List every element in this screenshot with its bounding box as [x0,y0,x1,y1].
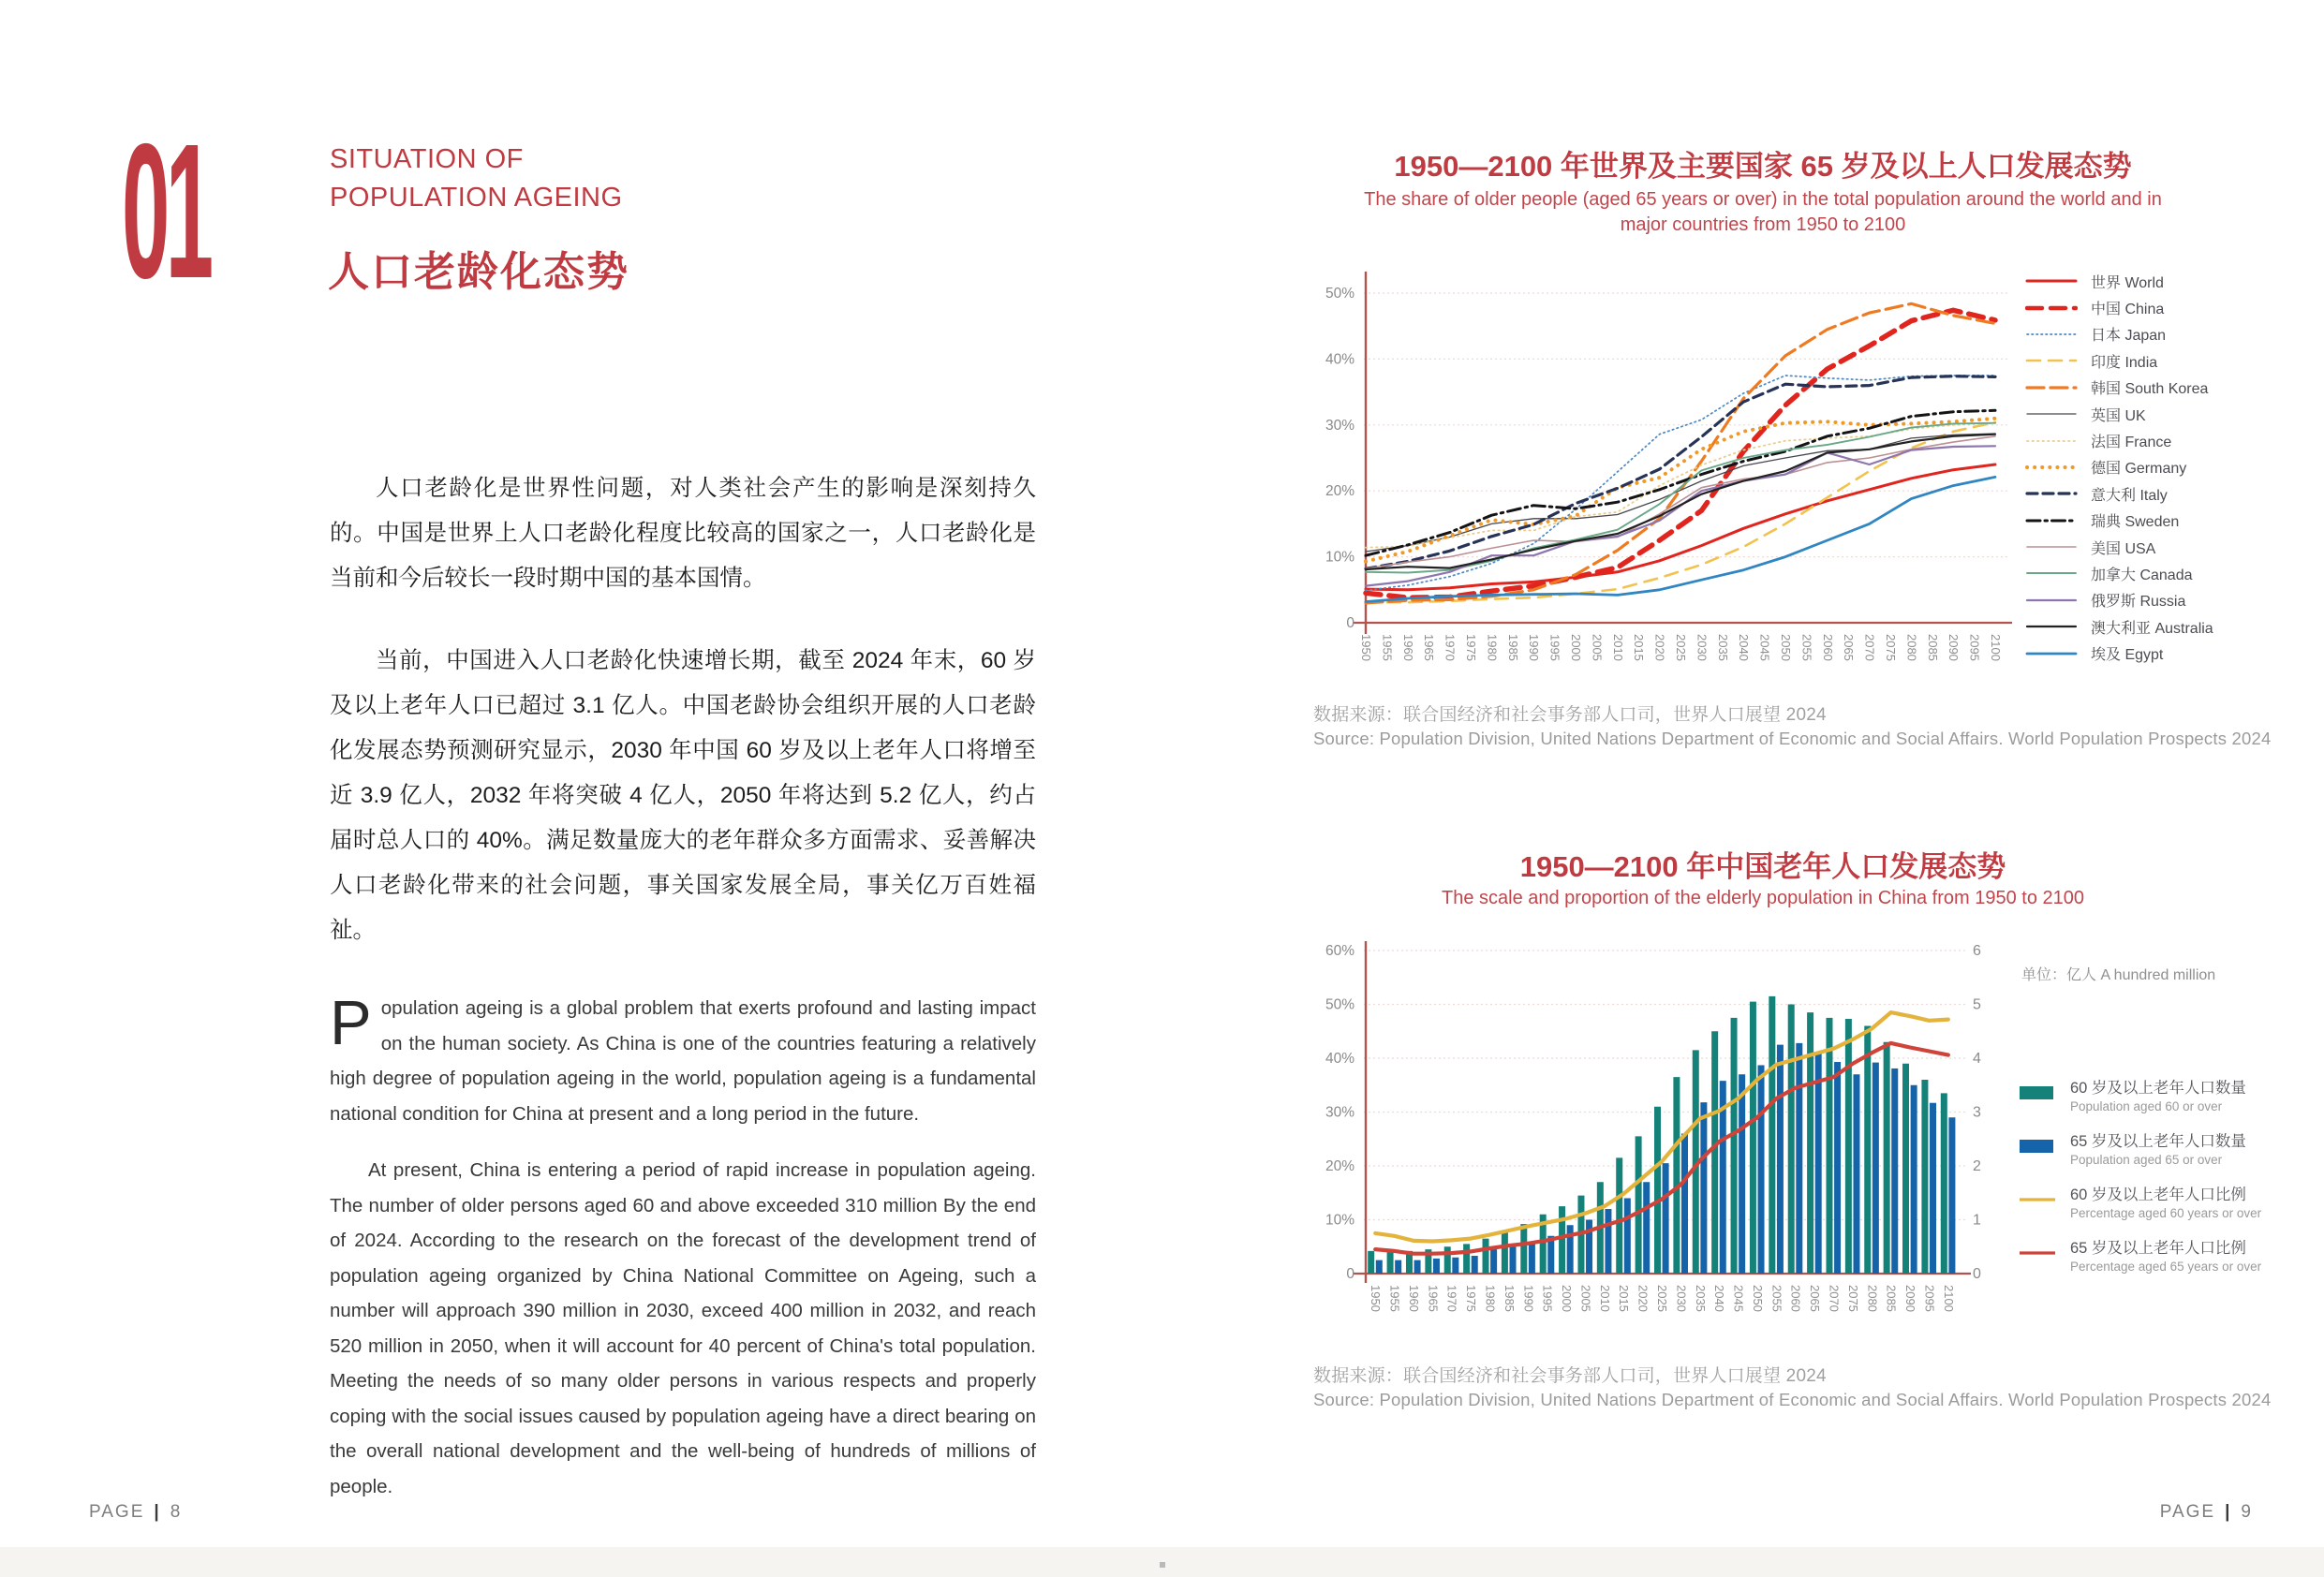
page-number: 8 [170,1502,183,1522]
x-tick-label: 2085 [1884,1285,1899,1312]
world-aging-line-chart [1313,255,2021,685]
y-tick-label: 30% [1325,417,1354,434]
legend-item [2025,321,2316,347]
bar-60plus [1788,1005,1795,1275]
bar-65plus [1663,1163,1669,1274]
section-title-en [330,140,623,217]
footer-label: PAGE [2159,1502,2216,1522]
bar-60plus [1387,1249,1394,1274]
bar-60plus [1673,1077,1680,1274]
bar-65plus [1490,1249,1497,1274]
bar-65plus [1834,1062,1841,1274]
x-tick-label: 1990 [1521,1285,1536,1312]
y-tick-label-right: 6 [1973,943,1981,959]
binding-mark-dot [1160,1562,1165,1568]
series-line [1366,423,1995,573]
x-tick-label: 2020 [1636,1285,1650,1312]
chart1-subtitle-text: The share of older people (aged 65 years or over) in the total population around the world and in major countries from 1950 to 2100 [1364,189,2162,235]
legend-label-zh: 65 岁及以上老年人口比例 [2070,1240,2246,1257]
bar-60plus [1502,1231,1508,1274]
legend-label: 世界 World [2091,274,2164,291]
legend-rect [2020,1140,2053,1153]
bar-60plus [1884,1042,1890,1274]
legend-bar-swatch [2020,1084,2059,1101]
legend-line-swatch [2025,462,2078,473]
chart1-legend [2025,268,2316,667]
page-number: 9 [2241,1502,2253,1522]
legend-label-en: Population aged 60 or over [2070,1099,2223,1113]
bar-65plus [1930,1103,1936,1274]
chart2-legend [2020,1079,2319,1292]
y-tick-label: 20% [1325,483,1354,500]
legend-label [2070,1239,2261,1275]
legend-item [2025,401,2316,427]
legend-line-swatch [2025,435,2078,447]
bar-65plus [1376,1260,1383,1274]
x-tick-label: 2060 [1788,1285,1803,1312]
legend-item [2020,1186,2319,1222]
x-tick-label: 2090 [1903,1285,1918,1312]
y-tick-label-right: 4 [1973,1051,1981,1067]
y-tick-label-left: 20% [1325,1158,1354,1174]
x-tick-label: 2060 [1820,634,1835,661]
x-tick-label: 1980 [1485,634,1500,661]
footer-separator: | [2225,1502,2232,1522]
legend-label: 俄罗斯 Russia [2091,594,2186,611]
section-title-en-line1: SITUATION OF [330,144,524,174]
bar-65plus [1796,1043,1802,1274]
legend-label: 法国 France [2091,435,2172,451]
legend-line-swatch [2025,648,2078,659]
x-tick-label: 2100 [1989,634,2003,661]
bar-60plus [1616,1157,1622,1274]
x-tick-label: 2005 [1578,1285,1593,1312]
legend-label: 德国 Germany [2091,461,2187,478]
bar-60plus [1711,1031,1718,1274]
x-tick-label: 1970 [1444,1285,1459,1312]
bar-65plus [1395,1260,1401,1274]
bar-65plus [1452,1258,1458,1274]
page-footer-left [89,1502,182,1523]
x-tick-label: 2015 [1617,1285,1632,1312]
y-tick-label-left: 0 [1346,1266,1354,1282]
legend-item [2025,480,2316,507]
x-tick-label: 2040 [1737,634,1752,661]
legend-label: 中国 China [2091,302,2165,318]
paragraph-en-1 [330,988,1036,1131]
legend-label: 印度 India [2091,354,2158,371]
bar-65plus [1777,1045,1784,1274]
footer-separator: | [154,1502,161,1522]
x-tick-label: 2025 [1655,1285,1669,1312]
x-tick-label: 2035 [1715,634,1730,661]
x-tick-label: 2020 [1652,634,1667,661]
x-tick-label: 1950 [1359,634,1373,661]
y-tick-label: 50% [1325,286,1354,302]
x-tick-label: 2095 [1922,1285,1937,1312]
legend-label-zh: 60 岁及以上老年人口数量 [2070,1080,2246,1097]
section-title-zh: 人口老龄化态势 [328,249,629,295]
x-tick-label: 2050 [1750,1285,1765,1312]
legend-item [2025,268,2316,294]
bar-65plus [1815,1053,1822,1274]
legend-label: 日本 Japan [2091,328,2167,345]
legend-line-swatch [2025,621,2078,632]
x-tick-label: 2005 [1590,634,1605,661]
bar-65plus [1510,1246,1517,1274]
x-tick-label: 2085 [1925,634,1940,661]
bar-65plus [1414,1260,1421,1274]
bar-65plus [1472,1256,1478,1274]
legend-label [2070,1079,2246,1115]
bar-60plus [1769,996,1775,1274]
legend-item [2020,1239,2319,1275]
bar-65plus [1700,1102,1707,1274]
body-text [330,466,1036,1525]
bar-65plus [1624,1199,1631,1275]
legend-item [2025,427,2316,453]
x-tick-label: 2030 [1695,634,1710,661]
paragraph-zh-1: 人口老龄化是世界性问题，对人类社会产生的影响是深刻持久的。中国是世界上人口老龄化程度比较高的国家之一，人口老龄化是当前和今后较长一段时期中国的基本国情。 [330,476,1036,591]
legend-line-swatch [2025,567,2078,579]
legend-line-swatch [2025,275,2078,287]
x-tick-label: 1965 [1426,1285,1441,1312]
bar-65plus [1681,1134,1688,1275]
chart1-subtitle [1313,187,2213,238]
y-tick-label-left: 40% [1325,1051,1354,1067]
x-tick-label: 1980 [1483,1285,1498,1312]
bar-65plus [1529,1243,1535,1274]
chart2-subtitle [1313,886,2213,911]
x-tick-label: 2075 [1884,634,1898,661]
legend-line-swatch [2020,1191,2059,1208]
y-tick-label-right: 2 [1973,1158,1981,1174]
legend-line-swatch [2025,329,2078,340]
bar-60plus [1864,1026,1871,1275]
bar-65plus [1433,1259,1440,1274]
chart2-subtitle-text: The scale and proportion of the elderly population in China from 1950 to 2100 [1441,888,2084,908]
x-tick-label: 2100 [1941,1285,1956,1312]
legend-label: 澳大利亚 Australia [2091,620,2213,637]
y-tick-label-right: 3 [1973,1104,1981,1121]
legend-item [2025,587,2316,613]
bar-60plus [1463,1244,1470,1274]
y-tick-label-left: 50% [1325,996,1354,1013]
x-tick-label: 2095 [1967,634,1982,661]
x-tick-label: 1985 [1502,1285,1517,1312]
legend-label [2070,1132,2246,1169]
chart2-title: 1950—2100 年中国老年人口发展态势 [1519,850,2006,883]
bar-60plus [1826,1018,1832,1274]
y-tick-label: 0 [1346,615,1354,631]
legend-label-en: Percentage aged 65 years or over [2070,1260,2262,1274]
percentage-line [1375,1043,1948,1254]
x-tick-label: 2070 [1827,1285,1842,1312]
legend-line-swatch [2025,488,2078,499]
legend-item [2025,375,2316,401]
section-title-en-line2: POPULATION AGEING [330,183,623,213]
x-tick-label: 2015 [1632,634,1647,661]
legend-item [2025,508,2316,534]
bar-65plus [1605,1209,1611,1274]
bar-65plus [1758,1065,1765,1274]
x-tick-label: 2090 [1947,634,1961,661]
legend-label: 加拿大 Canada [2091,567,2193,583]
x-tick-label: 2035 [1693,1285,1708,1312]
china-elderly-combo-chart [1313,936,2025,1353]
x-tick-label: 2080 [1904,634,1919,661]
x-tick-label: 2065 [1842,634,1857,661]
bar-65plus [1873,1063,1879,1274]
x-tick-label: 1970 [1443,634,1458,661]
chart1-title: 1950—2100 年世界及主要国家 65 岁及以上人口发展态势 [1394,150,2132,183]
legend-label: 瑞典 Sweden [2091,514,2180,531]
x-tick-label: 1990 [1527,634,1542,661]
legend-item [2020,1079,2319,1115]
x-tick-label: 2080 [1865,1285,1880,1312]
x-tick-label: 2040 [1712,1285,1727,1312]
chart2-source-zh: 数据来源：联合国经济和社会事务部人口司，世界人口展望 2024 [1313,1366,1827,1386]
bar-60plus [1654,1107,1661,1274]
legend-rect [2020,1086,2053,1099]
legend-label: 英国 UK [2091,407,2146,424]
x-tick-label: 2075 [1845,1285,1860,1312]
legend-label: 埃及 Egypt [2091,647,2164,664]
x-tick-label: 1975 [1464,1285,1479,1312]
legend-line-swatch [2025,355,2078,366]
x-tick-label: 1975 [1464,634,1478,661]
legend-label: 意大利 Italy [2091,487,2168,504]
x-tick-label: 2045 [1757,634,1772,661]
chart1-source-zh: 数据来源：联合国经济和社会事务部人口司，世界人口展望 2024 [1313,705,1827,725]
legend-label [2070,1186,2261,1222]
bar-65plus [1643,1182,1650,1274]
legend-item [2025,347,2316,374]
legend-item [2020,1132,2319,1169]
drop-cap: P [330,988,372,1058]
x-tick-label: 2055 [1799,634,1814,661]
paragraph-en-2: At present, China is entering a period of rapid increase in population ageing. The number of older persons aged 60 and above exceeded 310 million By the end of 2024. According to the research on the forecast of the development trend of population ageing organized by China National Committee on Ageing, such a number will approach 390 million in 2030, exceed 400 million in 2032, and reach 520 million in 2050, when it will account for 40 percent of China's total population. Meeting the needs of so many older persons in various respects and properly coping with the social issues caused by population ageing have a direct bearing on the overall national development and the well-being of hundreds of millions of people. [330,1159,1036,1497]
bar-60plus [1750,1002,1756,1274]
y-tick-label-left: 30% [1325,1104,1354,1121]
bar-60plus [1368,1251,1374,1274]
legend-item [2025,640,2316,666]
y-tick-label-right: 5 [1973,996,1981,1013]
bar-60plus [1845,1019,1852,1274]
bar-60plus [1559,1206,1565,1274]
bar-60plus [1807,1012,1813,1274]
bar-60plus [1444,1246,1451,1274]
legend-item [2025,294,2316,320]
y-tick-label: 40% [1325,351,1354,368]
bar-65plus [1948,1117,1955,1274]
paragraph-zh-2: 当前，中国进入人口老龄化快速增长期，截至 2024 年末，60 岁及以上老年人口已超过 3.1 亿人。中国老龄协会组织开展的人口老龄化发展态势预测研究显示，2030 年中国 60 岁及以上老年人口将增至近 3.9 亿人，2032 年将突破 4 亿人，2050 年将达到 5.2 亿人，约占届时总人口的 40%。满足数量庞大的老年群众多方面需求、妥善解决人口老龄化带来的社会问题，事关国家发展全局，事关亿万百姓福祉。 [330,648,1036,943]
bar-60plus [1921,1080,1928,1274]
legend-bar-swatch [2020,1138,2059,1155]
bar-65plus [1739,1074,1745,1274]
legend-item [2025,534,2316,560]
legend-line-swatch [2025,541,2078,553]
bar-65plus [1891,1069,1898,1274]
chapter-number: 01 [122,104,210,318]
x-tick-label: 1965 [1422,634,1437,661]
y-tick-label-left: 10% [1325,1212,1354,1229]
chart1-source-en: Source: Population Division, United Nations Department of Economic and Social Affairs. World Population Prospects 2024 [1313,729,2272,748]
x-tick-label: 2000 [1569,634,1583,661]
y-tick-label-right: 1 [1973,1212,1981,1229]
legend-label: 美国 USA [2091,540,2156,557]
x-tick-label: 1985 [1505,634,1520,661]
bar-65plus [1911,1085,1917,1274]
paragraph-en-1-text: opulation ageing is a global problem that exerts profound and lasting impact on the human society. As China is one of the countries featuring a relatively high degree of population ageing in the world, population ageing is a fundamental national condition for China at present and a long period in the future. [330,997,1036,1125]
x-tick-label: 1960 [1400,634,1415,661]
legend-line-swatch [2025,382,2078,393]
bar-60plus [1941,1093,1947,1274]
x-tick-label: 2025 [1674,634,1688,661]
y-tick-label-left: 60% [1325,943,1354,959]
x-tick-label: 2050 [1779,634,1793,661]
y-tick-label-right: 0 [1973,1266,1981,1282]
bar-60plus [1483,1239,1489,1274]
legend-item [2025,454,2316,480]
y-tick-label: 10% [1325,549,1354,566]
x-tick-label: 2010 [1610,634,1625,661]
x-tick-label: 2070 [1862,634,1877,661]
bar-65plus [1567,1225,1574,1274]
x-tick-label: 2055 [1769,1285,1784,1312]
chart2-source-en: Source: Population Division, United Nations Department of Economic and Social Affairs. World Population Prospects 2024 [1313,1390,2272,1409]
x-tick-label: 1955 [1387,1285,1402,1312]
x-tick-label: 2000 [1560,1285,1575,1312]
x-tick-label: 2065 [1808,1285,1823,1312]
x-tick-label: 1960 [1406,1285,1421,1312]
page-footer-right [2160,1502,2253,1523]
legend-label-en: Percentage aged 60 years or over [2070,1206,2262,1220]
legend-line-swatch [2025,408,2078,420]
legend-label: 韩国 South Korea [2091,381,2209,398]
chart2-unit-label: 单位：亿人 A hundred million [2021,967,2216,983]
legend-item [2025,613,2316,640]
series-line [1366,376,1995,569]
legend-label-en: Population aged 65 or over [2070,1153,2223,1167]
bar-60plus [1731,1018,1738,1274]
bar-60plus [1636,1136,1642,1274]
legend-line-swatch [2020,1245,2059,1261]
bar-60plus [1902,1064,1909,1274]
x-tick-label: 2045 [1731,1285,1746,1312]
series-line [1366,477,1995,601]
legend-line-swatch [2025,302,2078,314]
percentage-line [1375,1012,1948,1241]
x-tick-label: 2010 [1597,1285,1612,1312]
x-tick-label: 2030 [1674,1285,1689,1312]
x-tick-label: 1995 [1540,1285,1555,1312]
series-line [1366,422,1995,602]
legend-line-swatch [2025,595,2078,606]
legend-line-swatch [2025,515,2078,526]
bar-65plus [1853,1074,1859,1274]
bar-65plus [1586,1220,1592,1275]
x-tick-label: 1950 [1369,1285,1384,1312]
bar-60plus [1520,1224,1527,1274]
legend-label-zh: 60 岁及以上老年人口比例 [2070,1186,2246,1203]
legend-item [2025,560,2316,586]
footer-label: PAGE [89,1502,145,1522]
x-tick-label: 1955 [1380,634,1395,661]
x-tick-label: 1995 [1547,634,1562,661]
legend-label-zh: 65 岁及以上老年人口数量 [2070,1133,2246,1150]
